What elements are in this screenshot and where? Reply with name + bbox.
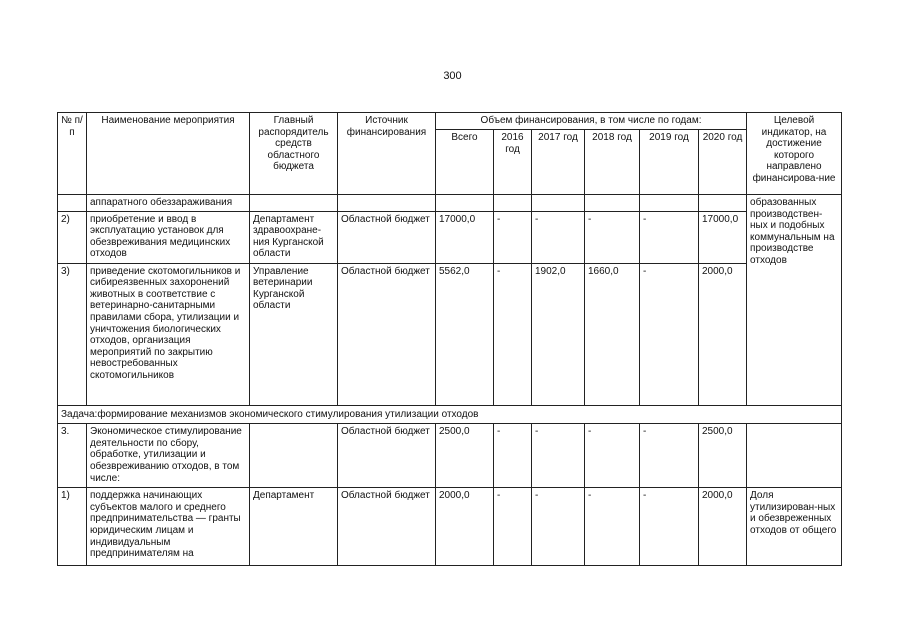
cell-2017: - [532, 424, 585, 488]
cell-2020 [699, 195, 747, 212]
table-row [58, 195, 842, 212]
cell-name: Экономическое стимулирование деятельности по сбору, обработке, утилизации и обезвреживанию отходов, в том числе: [87, 424, 250, 488]
cell-2017: - [532, 211, 585, 263]
cell-2018: - [585, 424, 640, 488]
cell-2018: - [585, 211, 640, 263]
cell-2017: 1902,0 [532, 263, 585, 405]
table-row [58, 488, 842, 566]
cell-total: 17000,0 [436, 211, 494, 263]
header-2018: 2018 год [585, 130, 640, 195]
cell-source: Областной бюджет [338, 488, 436, 566]
header-distributor: Главный распорядитель средств областного бюджета [250, 113, 338, 195]
page-number: 300 [443, 70, 462, 82]
cell-distributor: Департамент [250, 488, 338, 566]
cell-name: приобретение и ввод в эксплуатацию установок для обезвреживания медицинских отходов [87, 211, 250, 263]
cell-distributor [250, 424, 338, 488]
cell-source: Областной бюджет [338, 263, 436, 405]
cell-2016: - [494, 211, 532, 263]
cell-2018 [585, 195, 640, 212]
cell-2019: - [640, 424, 699, 488]
cell-num: 3) [58, 263, 87, 405]
header-2017: 2017 год [532, 130, 585, 195]
task-row [58, 405, 842, 424]
cell-num: 1) [58, 488, 87, 566]
cell-indicator [747, 424, 842, 488]
cell-distributor: Управление ветеринарии Курганской области [250, 263, 338, 405]
header-row-1 [58, 113, 842, 130]
cell-name: приведение скотомогильников и сибиреязвенных захоронений животных в соответствие с ветеринарно-санитарными правилами сбора, утилизации и уничтожения биологических отходов, организация мероприятий по закрытию невостребованных скотомогильников [87, 263, 250, 405]
financing-table [57, 112, 842, 566]
header-2019: 2019 год [640, 130, 699, 195]
cell-2020: 17000,0 [699, 211, 747, 263]
cell-2018: 1660,0 [585, 263, 640, 405]
cell-distributor [250, 195, 338, 212]
cell-name: поддержка начинающих субъектов малого и среднего предпринимательства — гранты юридическим лицам и индивидуальным предпринимателям на [87, 488, 250, 566]
cell-2016: - [494, 488, 532, 566]
cell-name: аппаратного обеззараживания [87, 195, 250, 212]
cell-2020: 2500,0 [699, 424, 747, 488]
table-row [58, 424, 842, 488]
header-2020: 2020 год [699, 130, 747, 195]
cell-source: Областной бюджет [338, 424, 436, 488]
header-num: № п/п [58, 113, 87, 195]
cell-2019 [640, 195, 699, 212]
cell-source: Областной бюджет [338, 211, 436, 263]
task-text: Задача:формирование механизмов экономического стимулирования утилизации отходов [58, 405, 842, 424]
header-total: Всего [436, 130, 494, 195]
cell-2018: - [585, 488, 640, 566]
cell-2016: - [494, 424, 532, 488]
cell-2019: - [640, 488, 699, 566]
cell-indicator: Доля утилизирован-ных и обезвреженных отходов от общего [747, 488, 842, 566]
header-indicator: Целевой индикатор, на достижение которого направлено финансирова-ние [747, 113, 842, 195]
cell-total [436, 195, 494, 212]
header-volume: Объем финансирования, в том числе по годам: [436, 113, 747, 130]
cell-2016: - [494, 263, 532, 405]
cell-total: 5562,0 [436, 263, 494, 405]
cell-indicator: образованных производствен-ных и подобных коммунальным на производстве отходов [747, 195, 842, 406]
cell-num [58, 195, 87, 212]
cell-distributor: Департамент здравоохране-ния Курганской области [250, 211, 338, 263]
header-2016: 2016 год [494, 130, 532, 195]
header-source: Источник финансирования [338, 113, 436, 195]
cell-total: 2500,0 [436, 424, 494, 488]
cell-2016 [494, 195, 532, 212]
header-name: Наименование мероприятия [87, 113, 250, 195]
cell-2019: - [640, 263, 699, 405]
cell-2017 [532, 195, 585, 212]
cell-total: 2000,0 [436, 488, 494, 566]
cell-2020: 2000,0 [699, 263, 747, 405]
cell-2019: - [640, 211, 699, 263]
cell-2017: - [532, 488, 585, 566]
cell-source [338, 195, 436, 212]
cell-2020: 2000,0 [699, 488, 747, 566]
cell-num: 3. [58, 424, 87, 488]
table-row [58, 211, 842, 263]
cell-num: 2) [58, 211, 87, 263]
table-row [58, 263, 842, 405]
